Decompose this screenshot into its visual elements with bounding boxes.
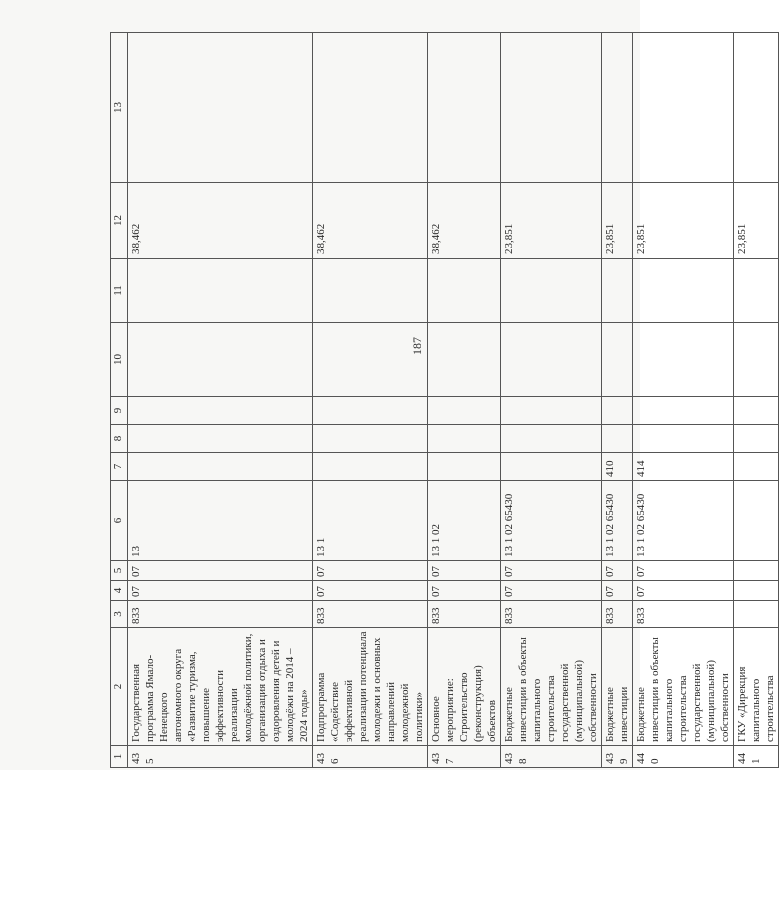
section-code: 07 bbox=[128, 581, 313, 601]
section-code: 07 bbox=[428, 581, 501, 601]
table-row bbox=[428, 33, 501, 768]
table-cell bbox=[602, 33, 633, 183]
table-row bbox=[633, 33, 734, 768]
table-cell bbox=[128, 397, 313, 425]
table-cell bbox=[633, 259, 734, 323]
table-cell bbox=[313, 259, 428, 323]
ministry-code bbox=[734, 601, 779, 628]
subsection-code: 07 bbox=[313, 561, 428, 581]
table-row bbox=[128, 33, 313, 768]
table-cell bbox=[313, 397, 428, 425]
section-code: 07 bbox=[313, 581, 428, 601]
table-cell bbox=[633, 323, 734, 397]
header-cell: 2 bbox=[111, 628, 128, 746]
table-cell bbox=[602, 323, 633, 397]
subsection-code: 07 bbox=[633, 561, 734, 581]
subsection-code bbox=[734, 561, 779, 581]
header-cell: 7 bbox=[111, 453, 128, 481]
table-cell bbox=[602, 259, 633, 323]
section-code: 07 bbox=[501, 581, 602, 601]
amount-cell: 38,462 bbox=[128, 183, 313, 259]
header-row bbox=[111, 33, 128, 768]
table-cell bbox=[734, 425, 779, 453]
rotated-table-container bbox=[110, 33, 776, 768]
table-cell bbox=[428, 323, 501, 397]
ministry-code: 833 bbox=[501, 601, 602, 628]
table-cell bbox=[501, 397, 602, 425]
row-name: Основное мероприятие: Строительство (реконструкция) объектов bbox=[428, 628, 501, 746]
table-cell bbox=[734, 323, 779, 397]
table-cell bbox=[313, 323, 428, 397]
section-code bbox=[734, 581, 779, 601]
table-cell bbox=[313, 425, 428, 453]
table-cell bbox=[428, 33, 501, 183]
budget-table bbox=[110, 32, 779, 768]
header-cell: 8 bbox=[111, 425, 128, 453]
amount-cell: 38,462 bbox=[428, 183, 501, 259]
table-row bbox=[501, 33, 602, 768]
ministry-code: 833 bbox=[128, 601, 313, 628]
amount-cell: 23,851 bbox=[633, 183, 734, 259]
target-article-code: 13 1 bbox=[313, 481, 428, 561]
table-row bbox=[313, 33, 428, 768]
row-number: 440 bbox=[633, 746, 734, 768]
table-cell bbox=[501, 425, 602, 453]
table-cell bbox=[633, 33, 734, 183]
amount-cell: 23,851 bbox=[501, 183, 602, 259]
row-name: Бюджетные инвестиции в объекты капитального строительства государственной (муниципальной) собственности bbox=[501, 628, 602, 746]
table-cell bbox=[602, 425, 633, 453]
target-article-code: 13 1 02 65430 bbox=[501, 481, 602, 561]
row-name: ГКУ «Дирекция капитального строительства bbox=[734, 628, 779, 746]
header-cell: 11 bbox=[111, 259, 128, 323]
expense-type-code bbox=[734, 453, 779, 481]
target-article-code bbox=[734, 481, 779, 561]
amount-cell: 23,851 bbox=[602, 183, 633, 259]
table-cell bbox=[128, 425, 313, 453]
row-name: Бюджетные инвестиции в объекты капитального строительства государственной (муниципальной) собственности bbox=[633, 628, 734, 746]
table-cell bbox=[428, 259, 501, 323]
header-cell: 4 bbox=[111, 581, 128, 601]
table-cell bbox=[128, 259, 313, 323]
target-article-code: 13 1 02 bbox=[428, 481, 501, 561]
expense-type-code bbox=[313, 453, 428, 481]
ministry-code: 833 bbox=[633, 601, 734, 628]
expense-type-code bbox=[128, 453, 313, 481]
table-cell bbox=[501, 259, 602, 323]
header-cell: 1 bbox=[111, 746, 128, 768]
table-row bbox=[734, 33, 779, 768]
header-cell: 6 bbox=[111, 481, 128, 561]
table-cell bbox=[602, 397, 633, 425]
amount-cell: 23,851 bbox=[734, 183, 779, 259]
header-cell: 9 bbox=[111, 397, 128, 425]
ministry-code: 833 bbox=[313, 601, 428, 628]
section-code: 07 bbox=[602, 581, 633, 601]
expense-type-code bbox=[428, 453, 501, 481]
target-article-code: 13 1 02 65430 bbox=[602, 481, 633, 561]
table-cell bbox=[734, 33, 779, 183]
table-cell bbox=[428, 397, 501, 425]
section-code: 07 bbox=[633, 581, 734, 601]
header-cell: 3 bbox=[111, 601, 128, 628]
target-article-code: 13 bbox=[128, 481, 313, 561]
table-cell bbox=[128, 323, 313, 397]
table-cell bbox=[428, 425, 501, 453]
page-number: 187 bbox=[410, 337, 424, 355]
table-cell bbox=[128, 33, 313, 183]
row-number: 441 bbox=[734, 746, 779, 768]
table-cell bbox=[633, 425, 734, 453]
header-cell: 5 bbox=[111, 561, 128, 581]
row-name: Бюджетные инвестиции bbox=[602, 628, 633, 746]
table-cell bbox=[633, 397, 734, 425]
table-cell bbox=[734, 397, 779, 425]
expense-type-code: 410 bbox=[602, 453, 633, 481]
subsection-code: 07 bbox=[128, 561, 313, 581]
header-cell: 13 bbox=[111, 33, 128, 183]
row-number: 435 bbox=[128, 746, 313, 768]
table-cell bbox=[734, 259, 779, 323]
subsection-code: 07 bbox=[501, 561, 602, 581]
amount-cell: 38,462 bbox=[313, 183, 428, 259]
header-cell: 10 bbox=[111, 323, 128, 397]
table-row bbox=[602, 33, 633, 768]
ministry-code: 833 bbox=[428, 601, 501, 628]
table-cell bbox=[501, 323, 602, 397]
expense-type-code bbox=[501, 453, 602, 481]
expense-type-code: 414 bbox=[633, 453, 734, 481]
table-cell bbox=[501, 33, 602, 183]
subsection-code: 07 bbox=[602, 561, 633, 581]
row-number: 438 bbox=[501, 746, 602, 768]
subsection-code: 07 bbox=[428, 561, 501, 581]
target-article-code: 13 1 02 65430 bbox=[633, 481, 734, 561]
row-number: 436 bbox=[313, 746, 428, 768]
row-number: 437 bbox=[428, 746, 501, 768]
table-cell bbox=[313, 33, 428, 183]
ministry-code: 833 bbox=[602, 601, 633, 628]
row-name: Подпрограмма «Содействие эффективной реализации потенциала молодежи и основных направлений молодежной политики» bbox=[313, 628, 428, 746]
row-number: 439 bbox=[602, 746, 633, 768]
header-cell: 12 bbox=[111, 183, 128, 259]
row-name: Государственная программа Ямало-Ненецкого автономного округа «Развитие туризма, повышение эффективности реализации молодёжной политики, организация отдыха и оздоровления детей и молодёжи на 2014 – 2024 годы» bbox=[128, 628, 313, 746]
